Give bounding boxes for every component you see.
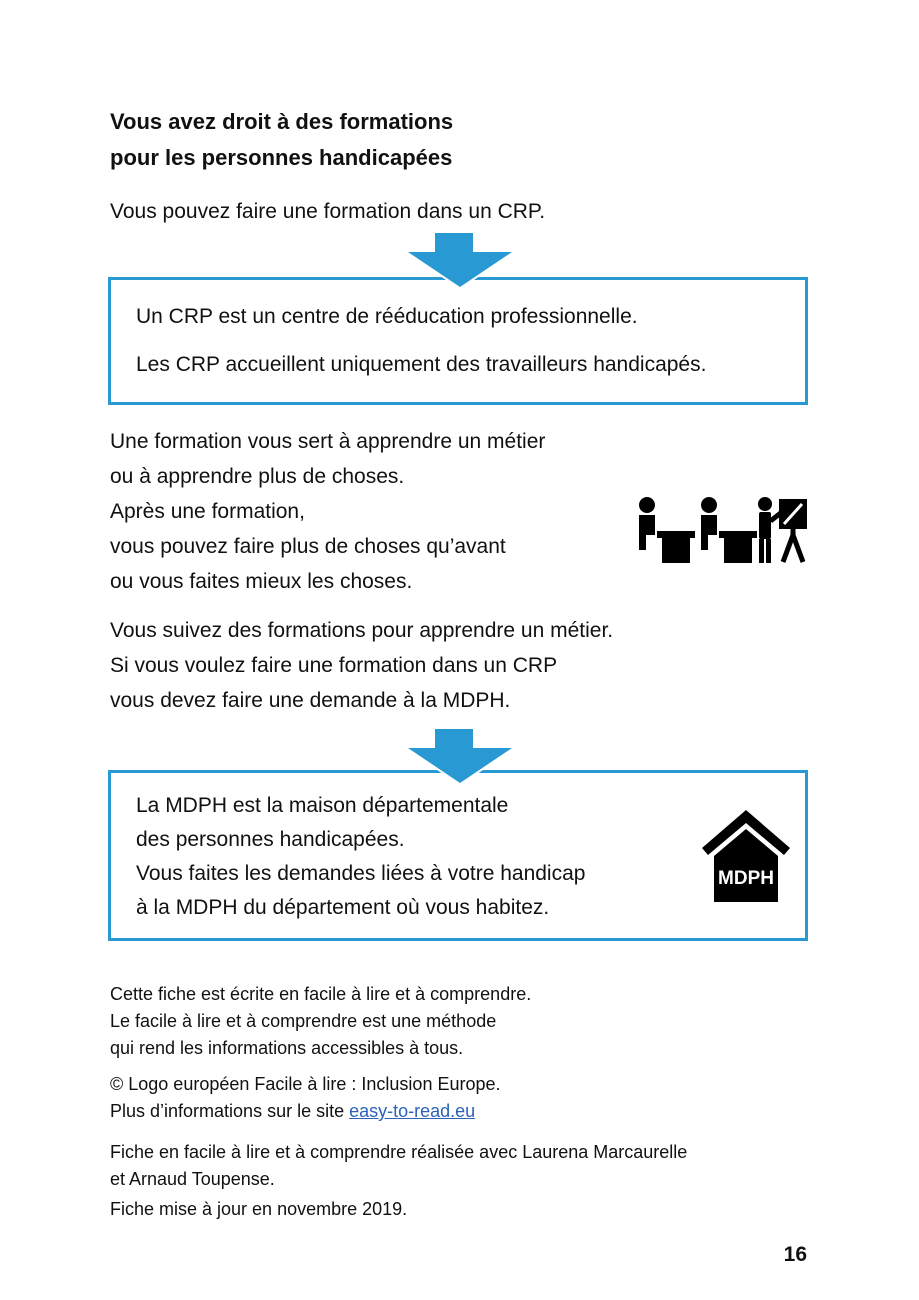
crp-definition-box [108, 277, 808, 405]
page-title-line: pour les personnes handicapées [110, 145, 453, 170]
arrow-down-icon [408, 727, 512, 785]
mdph-box-line: des personnes handicapées. [136, 828, 405, 851]
crp-box-line: Un CRP est un centre de rééducation professionnelle. [136, 305, 638, 328]
page-title [110, 104, 453, 176]
footer-line: Le facile à lire et à comprendre est une méthode [110, 1011, 497, 1031]
mdph-box-line: Vous faites les demandes liées à votre handicap [136, 862, 586, 885]
paragraph-line: ou à apprendre plus de choses. [110, 465, 405, 488]
page-title-line: Vous avez droit à des formations [110, 109, 454, 134]
easy-to-read-link[interactable]: easy-to-read.eu [349, 1101, 476, 1121]
arrow-down-icon [408, 231, 512, 289]
footer-line: Cette fiche est écrite en facile à lire et à comprendre. [110, 984, 532, 1004]
footer-line: © Logo européen Facile à lire : Inclusion Europe. [110, 1074, 501, 1094]
link-prefix-text: Plus d’informations sur le site [110, 1101, 350, 1121]
footer-line: qui rend les informations accessibles à tous. [110, 1038, 464, 1058]
paragraph-line: vous devez faire une demande à la MDPH. [110, 689, 511, 712]
paragraph-line: ou vous faites mieux les choses. [110, 570, 413, 593]
page-number: 16 [783, 1243, 807, 1266]
classroom-icon [637, 497, 807, 565]
paragraph-line: vous pouvez faire plus de choses qu’avant [110, 535, 506, 558]
logo-credit-note [110, 1071, 501, 1125]
crp-box-line: Les CRP accueillent uniquement des travailleurs handicapés. [136, 353, 707, 376]
mdph-box-line: à la MDPH du département où vous habitez. [136, 896, 550, 919]
paragraph-line: Vous suivez des formations pour apprendre un métier. [110, 619, 614, 642]
paragraph-line: Si vous voulez faire une formation dans un CRP [110, 654, 558, 677]
mdph-house-icon [702, 810, 790, 902]
mdph-house-label: MDPH [718, 868, 774, 889]
mdph-request-paragraph [110, 613, 613, 718]
falc-note [110, 981, 531, 1062]
paragraph-line: Après une formation, [110, 500, 305, 523]
paragraph-line: Une formation vous sert à apprendre un métier [110, 430, 546, 453]
footer-line: et Arnaud Toupense. [110, 1169, 275, 1189]
update-date-note: Fiche mise à jour en novembre 2019. [110, 1199, 408, 1219]
footer-line [110, 1098, 501, 1125]
authors-note [110, 1139, 687, 1193]
intro-paragraph: Vous pouvez faire une formation dans un CRP. [110, 200, 546, 223]
mdph-box-line: La MDPH est la maison départementale [136, 794, 509, 817]
formation-paragraph [110, 424, 545, 599]
footer-line: Fiche en facile à lire et à comprendre réalisée avec Laurena Marcaurelle [110, 1142, 688, 1162]
